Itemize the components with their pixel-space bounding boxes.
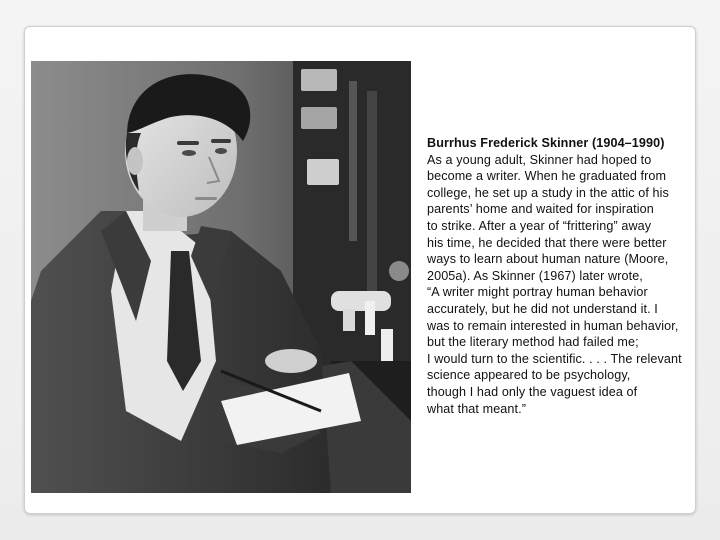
caption-title: Burrhus Frederick Skinner (1904–1990): [427, 136, 665, 150]
caption-line: to strike. After a year of “frittering” away: [427, 218, 652, 233]
caption-line: “A writer might portray human behavior: [427, 285, 648, 300]
caption-line: become a writer. When he graduated from: [427, 169, 667, 184]
caption-line: was to remain interested in human behavior,: [427, 318, 679, 333]
portrait-photo: [31, 61, 411, 493]
caption-line: parents’ home and waited for inspiration: [427, 202, 654, 217]
caption-line: accurately, but he did not understand it. I: [427, 301, 658, 316]
caption-text: [427, 135, 696, 417]
caption-line: his time, he decided that there were better: [427, 235, 667, 250]
caption-line: As a young adult, Skinner had hoped to: [427, 152, 652, 167]
caption-line: but the literary method had failed me;: [427, 335, 639, 350]
caption-line: what that meant.”: [427, 401, 527, 416]
caption-line: I would turn to the scientific. . . . The relevant: [427, 351, 682, 366]
caption-line: 2005a). As Skinner (1967) later wrote,: [427, 268, 643, 283]
caption-line: college, he set up a study in the attic of his: [427, 185, 669, 200]
caption-line: ways to learn about human nature (Moore,: [427, 252, 669, 267]
caption-line: science appeared to be psychology,: [427, 368, 631, 383]
caption-line: though I had only the vaguest idea of: [427, 384, 638, 399]
slide: [24, 26, 696, 514]
